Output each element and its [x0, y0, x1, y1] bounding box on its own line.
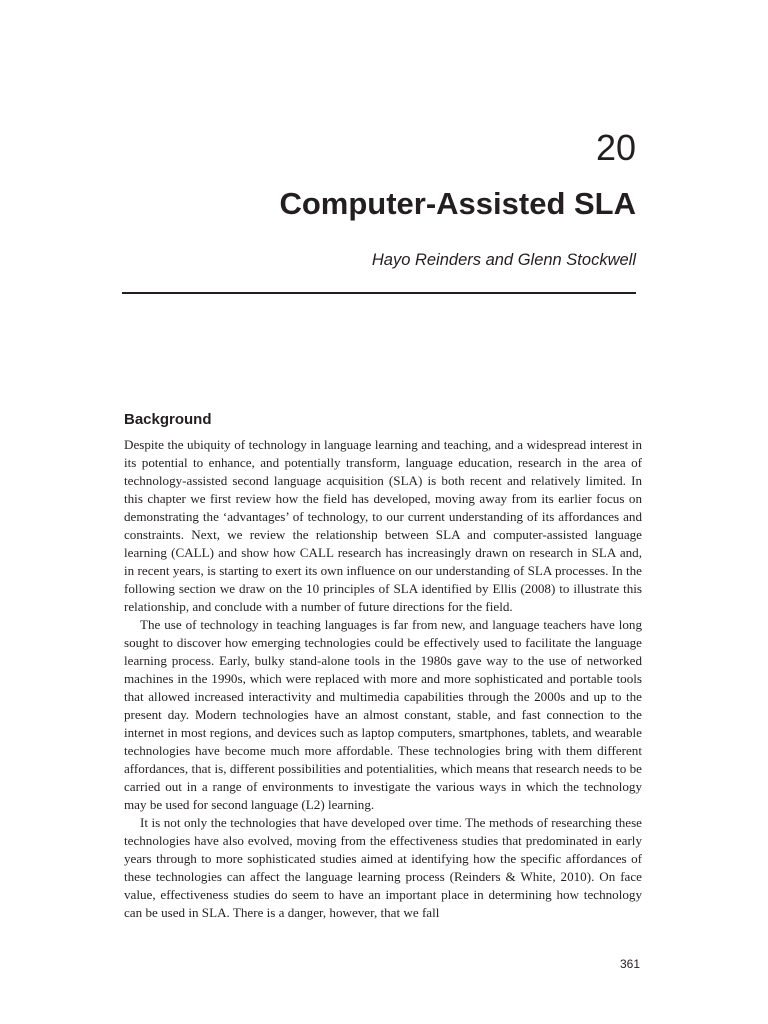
page-number: 361 — [619, 957, 640, 971]
chapter-authors: Hayo Reinders and Glenn Stockwell — [371, 251, 636, 269]
title-divider — [122, 292, 636, 294]
chapter-number: 20 — [595, 127, 636, 168]
paragraph: Despite the ubiquity of technology in language learning and teaching, and a widespread interest in its potential to enhance, and potentially transform, language education, research in the area of technology-assisted second language acquisition (SLA) is both recent and relatively limited. In this chapter we first review how the field has developed, moving away from its earlier focus on demonstrating the ‘advantages’ of technology, to our current understanding of its affordances and constraints. Next, we review the relationship between SLA and computer-assisted language learning (CALL) and show how CALL research has increasingly drawn on research in SLA and, in recent years, is starting to exert its own influence on our understanding of SLA processes. In the following section we draw on the 10 principles of SLA identified by Ellis (2008) to illustrate this relationship, and conclude with a number of future directions for the field. — [124, 437, 642, 614]
paragraph: It is not only the technologies that have developed over time. The methods of researching these technologies have also evolved, moving from the effectiveness studies that predominated in early years through to more sophisticated studies aimed at identifying how the specific affordances of these technologies can affect the language learning process (Reinders & White, 2010). On face value, effectiveness studies do seem to have an important place in determining how technology can be used in SLA. There is a danger, however, that we fall — [124, 815, 642, 920]
chapter-title: Computer-Assisted SLA — [279, 186, 636, 221]
section-heading: Background — [124, 411, 212, 428]
body-text — [124, 436, 642, 922]
paragraph: The use of technology in teaching languages is far from new, and language teachers have long sought to discover how emerging technologies could be effectively used to facilitate the language learning process. Early, bulky stand-alone tools in the 1980s gave way to the use of networked machines in the 1990s, which were replaced with more and more sophisticated and portable tools that allowed increased interactivity and multimedia capabilities through the 2000s and up to the present day. Modern technologies have an almost constant, stable, and fast connection to the internet in most regions, and devices such as laptop computers, smartphones, tablets, and wearable technologies have become much more affordable. These technologies bring with them different affordances, that is, different possibilities and potentialities, which means that research needs to be carried out in a range of environments to investigate the various ways in which the technology may be used for second language (L2) learning. — [124, 617, 642, 812]
